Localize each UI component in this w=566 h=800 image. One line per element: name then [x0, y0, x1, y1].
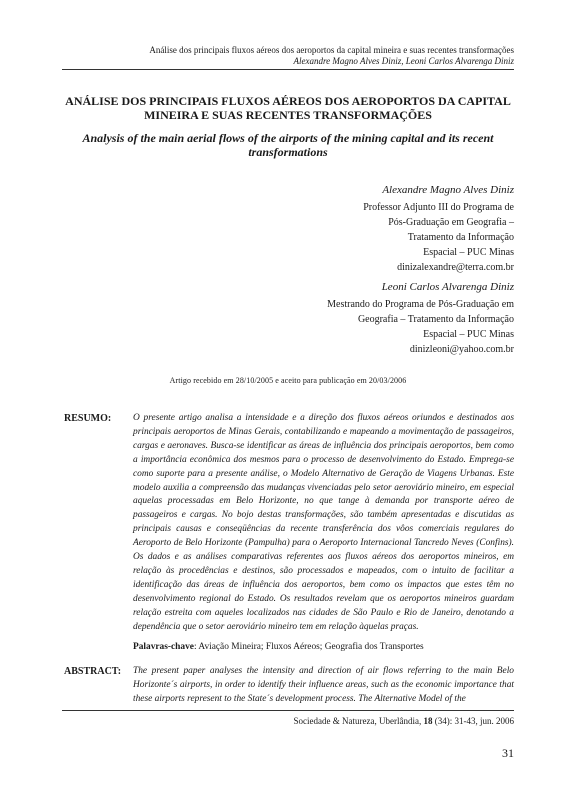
- affiliation-line: Tratamento da Informação: [407, 232, 514, 243]
- resumo-text: O presente artigo analisa a intensidade e a direção dos fluxos aéreos oriundos e destinados aos principais aeroportos de Minas Gerais, contabilizando e mapeando a movimentação de passageiros, cargas e aeronaves. Busca-se identificar as áreas de influência dos principais aeroportos, bem como a importância econômica dos mesmos para o processo de desenvolvimento do Estado. Emprega-se como suporte para a presente análise, o Modelo Alternativo de Geração de Viagens Urbanas. Este modelo auxilia a compreensão das mudanças vivenciadas pelo setor aeroviário mineiro, em especial aquelas processadas em Belo Horizonte, no que tange à demanda por transporte aéreo de passageiros e cargas. No bojo destas transformações, são também apresentadas e discutidas as principais causas e conseqüências da recente transferência dos vôos comerciais regulares do Aeroporto de Belo Horizonte (Pampulha) para o Aeroporto Internacional Tancredo Neves (Confins). Os dados e as análises comparativas referentes aos fluxos aéreos dos aeroportos mineiros, em relação às procedências e destinos, são processados e mapeados, com o intuito de facilitar a identificação das áreas de influência dos aeroportos, bem como os impactos que estes têm no desenvolvimento regional do Estado. Os resultados revelam que os aeroportos mineiros guardam relação estreita com aqueles localizados nas cidades de São Paulo e Rio de Janeiro, denotando a dependência que o setor aeroviário mineiro tem em relação àquelas praças.: [133, 413, 514, 632]
- author-email: dinizalexandre@terra.com.br: [397, 262, 514, 273]
- running-head-title: Análise dos principais fluxos aéreos dos aeroportos da capital mineira e suas recentes transformações: [149, 45, 514, 55]
- author-name: Leoni Carlos Alvarenga Diniz: [381, 281, 514, 293]
- affiliation-line: Geografia – Tratamento da Informação: [357, 314, 514, 325]
- author-name: Alexandre Magno Alves Diniz: [382, 184, 514, 196]
- keywords-label: Palavras-chave: [133, 642, 194, 652]
- abstract-text: The present paper analyses the intensity and direction of air flows referring to the main Belo Horizonte´s airports, in order to identify their influence areas, such as the economic importance that these airports represent to the State´s development process. The Alternative Model of the: [133, 666, 514, 704]
- journal-issue: (34): 31-43, jun. 2006: [432, 716, 514, 726]
- author-email: dinizleoni@yahoo.com.br: [409, 344, 514, 355]
- running-head: [44, 45, 514, 67]
- keywords-text: : Aviação Mineira; Fluxos Aéreos; Geografia dos Transportes: [193, 642, 424, 652]
- article-title-portuguese: ANÁLISE DOS PRINCIPAIS FLUXOS AÉREOS DOS AEROPORTOS DA CAPITAL MINEIRA E SUAS RECENTES TRANSFORMAÇÕES: [65, 94, 511, 122]
- article-title-english: Analysis of the main aerial flows of the airports of the mining capital and its recent transformations: [82, 131, 494, 159]
- affiliation-line: Mestrando do Programa de Pós-Graduação em: [327, 299, 514, 310]
- journal-citation: [114, 716, 514, 726]
- author-affiliation-2: [274, 280, 514, 357]
- abstract-label: ABSTRACT:: [64, 666, 122, 677]
- journal-volume: 18: [423, 716, 433, 726]
- received-date-note: Artigo recebido em 28/10/2005 e aceito para publicação em 20/03/2006: [169, 376, 407, 385]
- affiliation-line: Professor Adjunto III do Programa de: [363, 202, 514, 213]
- affiliation-line: Pós-Graduação em Geografia –: [388, 217, 514, 228]
- footer-divider: [62, 710, 514, 711]
- header-divider: [62, 69, 514, 70]
- affiliation-line: Espacial – PUC Minas: [423, 329, 514, 340]
- author-affiliation-1: [274, 183, 514, 275]
- affiliation-line: Espacial – PUC Minas: [423, 247, 514, 258]
- running-head-authors: Alexandre Magno Alves Diniz, Leoni Carlos Alvarenga Diniz: [293, 56, 514, 66]
- journal-name: Sociedade & Natureza, Uberlândia,: [293, 716, 424, 726]
- keywords: [133, 641, 514, 654]
- page-number: 31: [502, 746, 514, 760]
- resumo-label: RESUMO:: [64, 413, 112, 424]
